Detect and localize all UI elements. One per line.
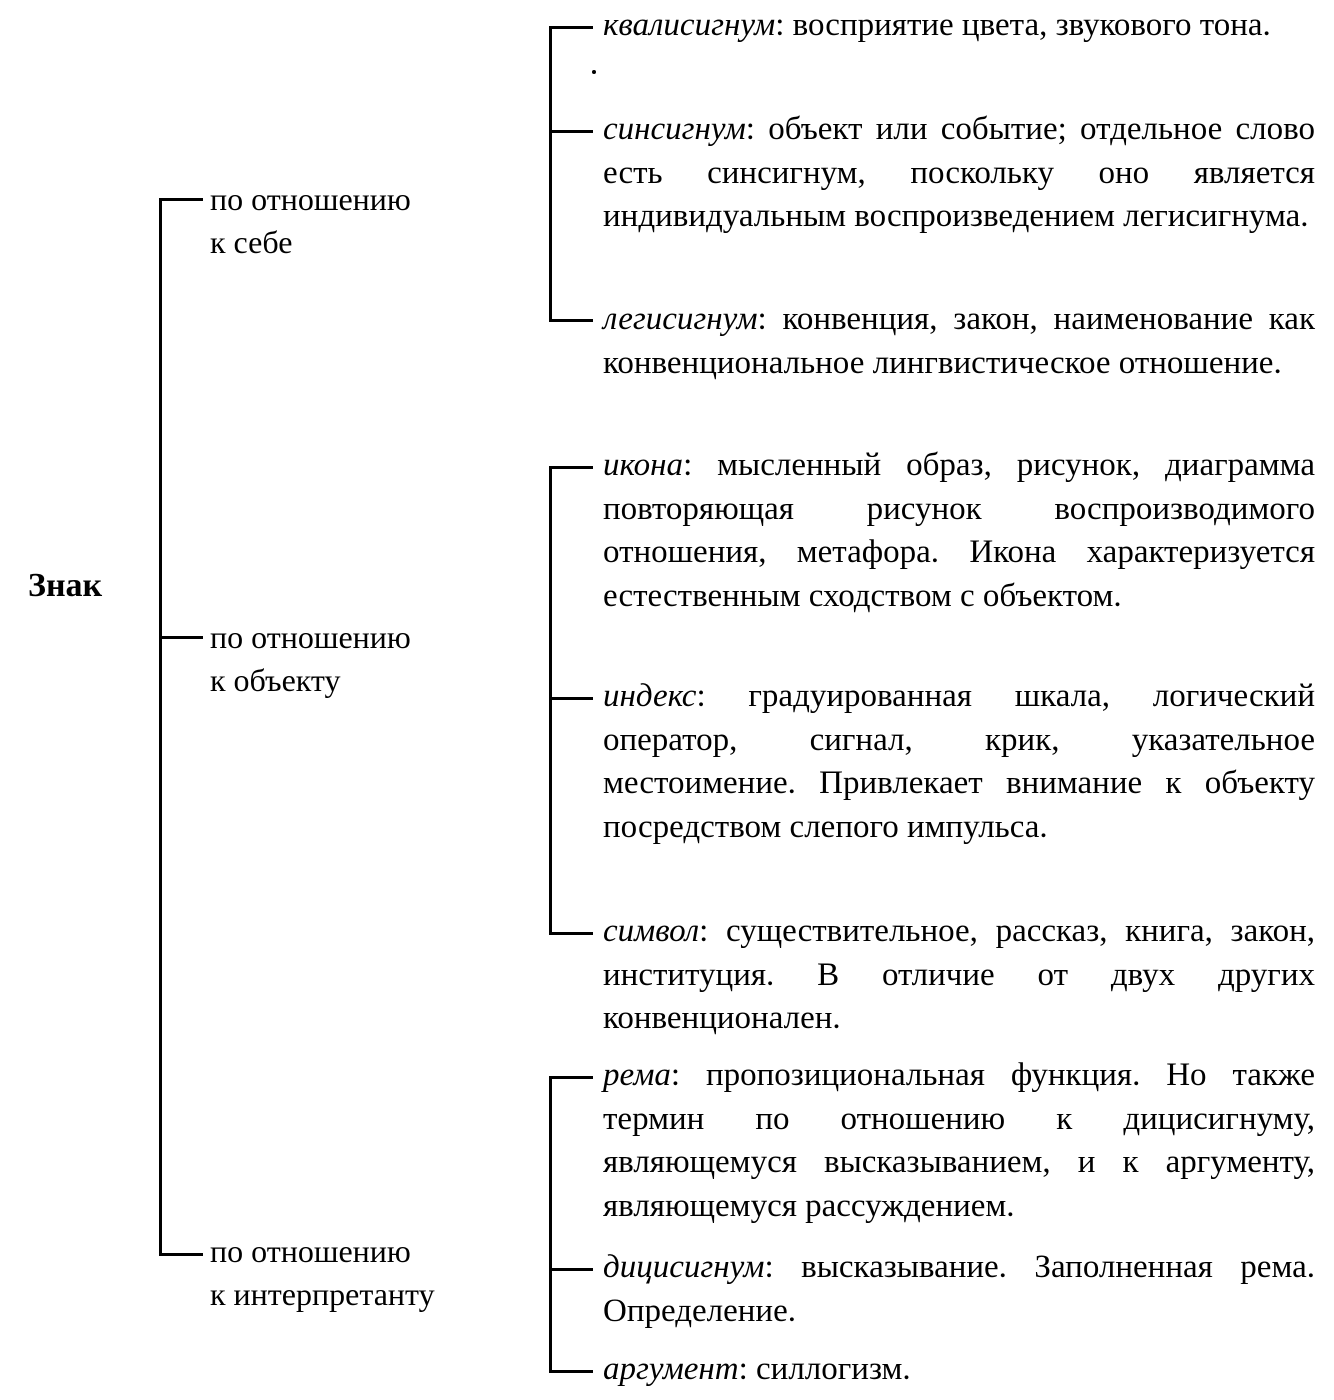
bracket-group-3 — [549, 1076, 552, 1373]
leaf-sinsign — [603, 108, 1315, 239]
connector-branch-3 — [159, 1253, 203, 1256]
leaf-index — [603, 675, 1315, 849]
root-node-sign: Знак — [28, 567, 103, 604]
bracket-tick — [549, 1268, 593, 1271]
bracket-tick — [549, 319, 593, 322]
leaf-term: дицисигнум — [603, 1249, 765, 1285]
leaf-term: икона — [603, 447, 684, 483]
leaf-text: : существительное, рассказ, книга, закон, институция. В отличие от двух других конвенционален. — [603, 913, 1315, 1036]
bracket-tick — [549, 697, 593, 700]
branch-label-line: к себе — [210, 224, 293, 260]
bracket-tick — [549, 932, 593, 935]
leaf-term: квалисигнум — [603, 7, 776, 43]
leaf-text: : силлогизм. — [738, 1351, 911, 1387]
bracket-tick — [549, 1076, 593, 1079]
branch-label-line: к объекту — [210, 662, 341, 698]
bracket-tick — [549, 1370, 593, 1373]
leaf-term: индекс — [603, 678, 697, 714]
leaf-symbol — [603, 910, 1315, 1041]
branch-label-line: по отношению — [210, 619, 411, 655]
leaf-text: : градуированная шкала, логический оператор, сигнал, крик, указательное местоимение. Привлекает внимание к объекту посредством слепого импульса. — [603, 678, 1315, 845]
leaf-term: символ — [603, 913, 700, 949]
leaf-text: : объект или событие; отдельное слово есть синсигнум, поскольку оно является индивидуальным воспроизведением легисигнума. — [603, 111, 1315, 234]
leaf-term: синсигнум — [603, 111, 746, 147]
leaf-text: : мысленный образ, рисунок, диаграмма повторяющая рисунок воспроизводимого отношения, метафора. Икона характеризуется естественным сходством с объектом. — [603, 447, 1315, 614]
bracket-group-1 — [549, 26, 552, 322]
leaf-term: аргумент — [603, 1351, 739, 1387]
branch-label-self — [210, 178, 520, 264]
bracket-tick — [549, 26, 593, 29]
connector-branch-1 — [159, 198, 203, 201]
leaf-argument — [603, 1348, 1315, 1392]
stray-dot-mark — [592, 70, 596, 74]
leaf-text: : конвенция, закон, наименование как конвенциональное лингвистическое отношение. — [603, 301, 1315, 381]
branch-label-line: по отношению — [210, 1233, 411, 1269]
bracket-tick — [549, 466, 593, 469]
connector-branch-2 — [159, 636, 203, 639]
leaf-dicisign — [603, 1246, 1315, 1333]
leaf-qualisign — [603, 4, 1315, 48]
branch-label-line: по отношению — [210, 181, 411, 217]
trunk-line — [159, 198, 162, 1256]
leaf-rheme — [603, 1054, 1315, 1228]
leaf-term: легисигнум — [603, 301, 758, 337]
leaf-icon — [603, 444, 1315, 618]
branch-label-line: к интерпретанту — [210, 1276, 435, 1312]
bracket-tick — [549, 130, 593, 133]
leaf-text: : высказывание. Заполненная рема. Определение. — [603, 1249, 1315, 1329]
leaf-text: : восприятие цвета, звукового тона. — [775, 7, 1271, 43]
leaf-term: рема — [603, 1057, 671, 1093]
branch-label-interpretant — [210, 1230, 520, 1316]
leaf-text: : пропозициональная функция. Но также термин по отношению к дицисигнуму, являющемуся высказыванием, и к аргументу, являющемуся рассуждением. — [603, 1057, 1315, 1224]
branch-label-object — [210, 616, 520, 702]
leaf-legisign — [603, 298, 1315, 385]
bracket-group-2 — [549, 466, 552, 935]
